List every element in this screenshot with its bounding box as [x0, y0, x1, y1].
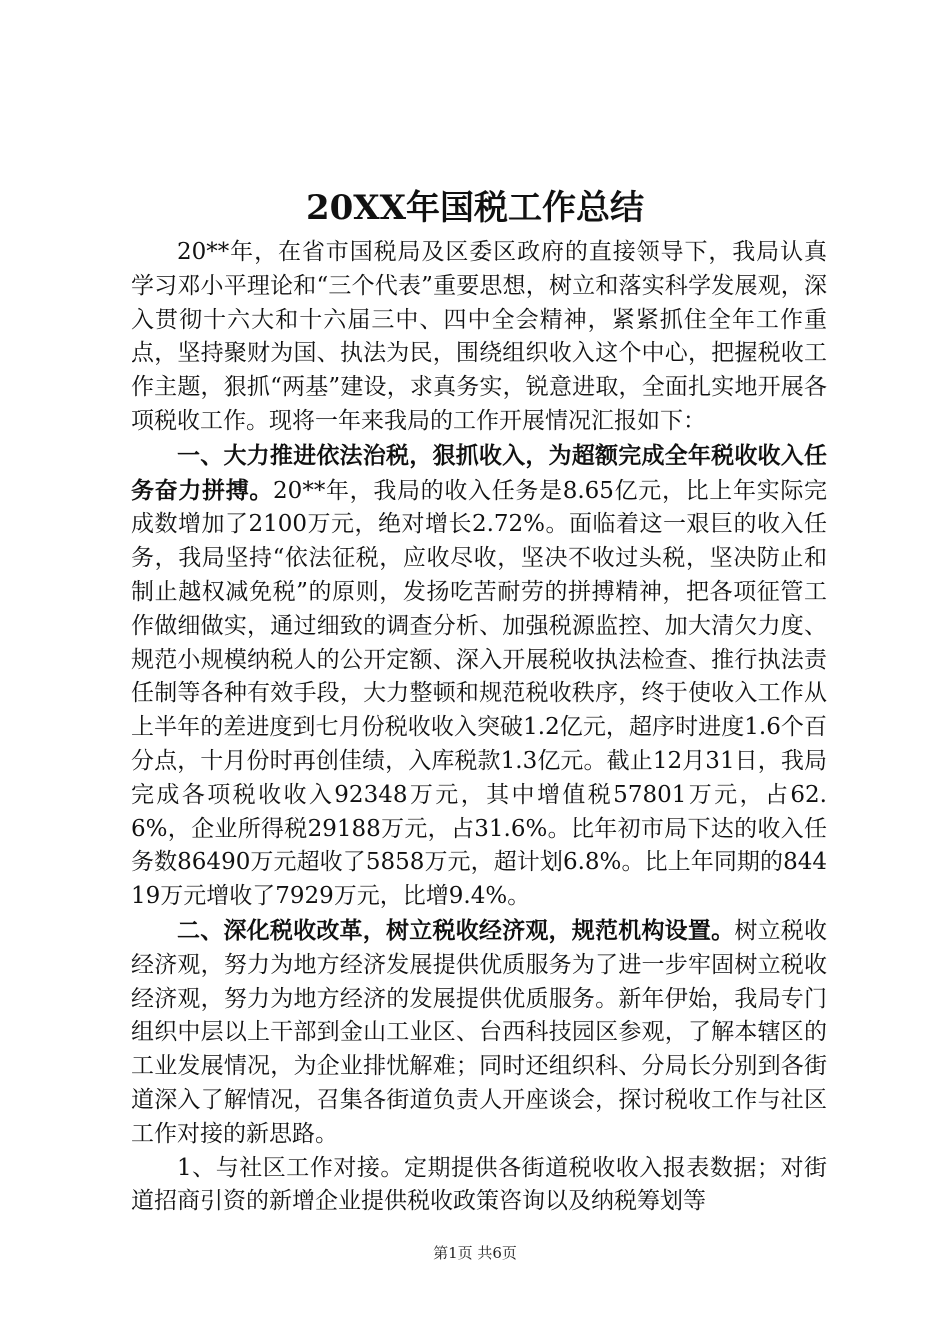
subsection-1-heading: 1、与社区工作对接。 [177, 1154, 404, 1181]
document-body [131, 236, 827, 1219]
section-2-heading: 二、深化税收改革，树立税收经济观，规范机构设置。 [177, 916, 735, 944]
paragraph-section-1 [131, 439, 827, 914]
document-title: 20XX年国税工作总结 [305, 188, 645, 228]
paragraph-section-2 [131, 914, 827, 1152]
section-2-text: 树立税收经济观，努力为地方经济发展提供优质服务为了进一步牢固树立税收经济观，努力为地方经济的发展提供优质服务。新年伊始，我局专门组织中层以上干部到金山工业区、台西科技园区参观，了解本辖区的工业发展情况，为企业排忧解难；同时还组织科、分局长分别到各街道深入了解情况，召集各街道负责人开座谈会，探讨税收工作与社区工作对接的新思路。 [131, 917, 828, 1147]
paragraph-intro [131, 236, 827, 439]
subsection-1-text: 定期提供各街道税收收入报表数据；对街道招商引资的新增企业提供税收政策咨询以及纳税筹划等 [131, 1154, 827, 1215]
page-number-footer: 第1页 共6页 [433, 1244, 517, 1262]
paragraph-subsection-1 [131, 1152, 827, 1220]
paragraph-intro-text: 20**年，在省市国税局及区委区政府的直接领导下，我局认真学习邓小平理论和“三个代表”重要思想，树立和落实科学发展观，深入贯彻十六大和十六届三中、四中全会精神，紧紧抓住全年工作重点，坚持聚财为国、执法为民，围绕组织收入这个中心，把握税收工作主题，狠抓“两基”建设，求真务实，锐意进取，全面扎实地开展各项税收工作。现将一年来我局的工作开展情况汇报如下： [131, 239, 827, 434]
section-1-heading: 一、大力推进依法治税，狠抓收入，为超额完成全年税收收入任务奋力拼搏。 [131, 441, 827, 504]
section-1-text: 20**年，我局的收入任务是8.65亿元，比上年实际完成数增加了2100万元，绝对增长2.72%。面临着这一艰巨的收入任务，我局坚持“依法征税，应收尽收，坚决不收过头税，坚决防止和制止越权减免税”的原则，发扬吃苦耐劳的拼搏精神，把各项征管工作做细做实，通过细致的调查分析、加强税源监控、加大清欠力度、规范小规模纳税人的公开定额、深入开展税收执法检查、推行执法责任制等各种有效手段，大力整顿和规范税收秩序，终于使收入工作从上半年的差进度到七月份税收收入突破1.2亿元，超序时进度1.6个百分点，十月份时再创佳绩，入库税款1.3亿元。截止12月31日，我局完成各项税收收入92348万元，其中增值税57801万元，占62.6%，企业所得税29188万元，占31.6%。比年初市局下达的收入任务数86490万元超收了5858万元，超计划6.8%。比上年同期的84419万元增收了7929万元，比增9.4%。 [131, 477, 827, 910]
